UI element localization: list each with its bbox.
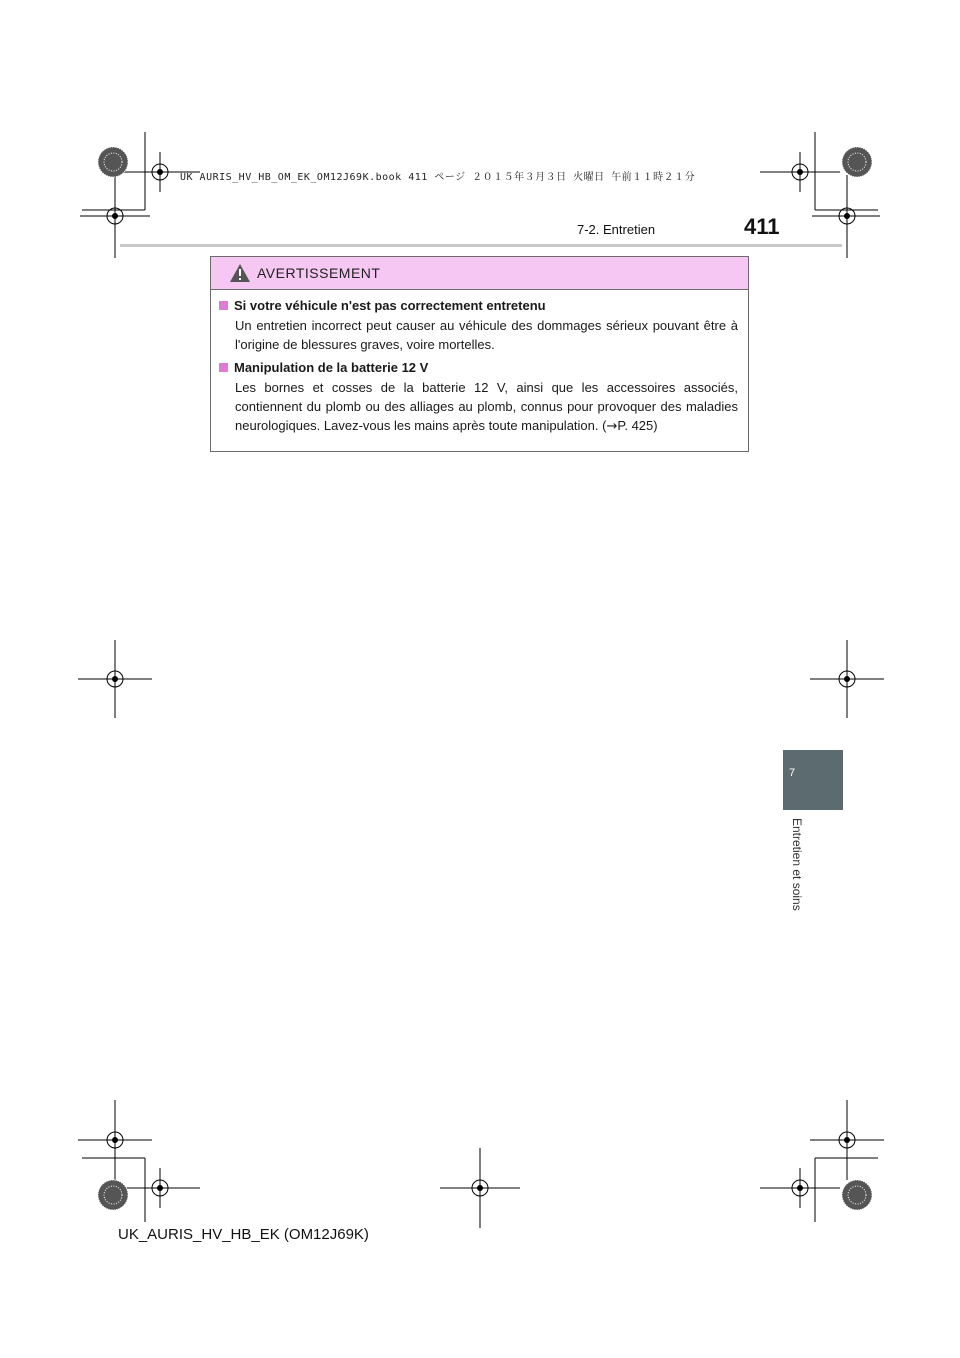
warning-triangle-icon [229, 263, 251, 283]
chapter-number: 7 [789, 767, 796, 779]
warning-item-heading: Si votre véhicule n'est pas correctement entretenu [234, 298, 546, 313]
warning-box [210, 256, 749, 452]
warning-header [211, 257, 748, 290]
bullet-square-icon [219, 301, 228, 310]
section-title: 7-2. Entretien [577, 222, 656, 237]
warning-item-heading: Manipulation de la batterie 12 V [234, 360, 429, 375]
warning-item [219, 360, 738, 436]
chapter-tab [783, 750, 843, 810]
header-rule [120, 244, 842, 247]
warning-item [219, 298, 738, 354]
warning-item-text: Un entretien incorrect peut causer au véhicule des dommages sérieux pouvant être à l'origine de blessures graves, voire mortelles. [235, 318, 738, 352]
page-reference-link[interactable]: P. 425) [617, 418, 658, 433]
warning-body [211, 290, 748, 436]
book-file-info: UK AURIS_HV_HB_OM_EK_OM12J69K.book 411 ページ ２０１５年３月３日 火曜日 午前１１時２１分 [180, 172, 696, 183]
warning-item-text: Les bornes et cosses de la batterie 12 V, ainsi que les accessoires associés, contiennent du plomb ou des alliages au plomb, connus pour provoquer des maladies neurologiques. Lavez-vous les mains après toute manipulation. (→P. 425) [235, 380, 738, 434]
arrow-right-icon: → [606, 419, 618, 434]
warning-title: AVERTISSEMENT [257, 265, 381, 281]
bullet-square-icon [219, 363, 228, 372]
chapter-title: Entretien et soins [790, 818, 804, 911]
document-id: UK_AURIS_HV_HB_EK (OM12J69K) [118, 1226, 369, 1243]
page-number: 411 [744, 214, 780, 239]
